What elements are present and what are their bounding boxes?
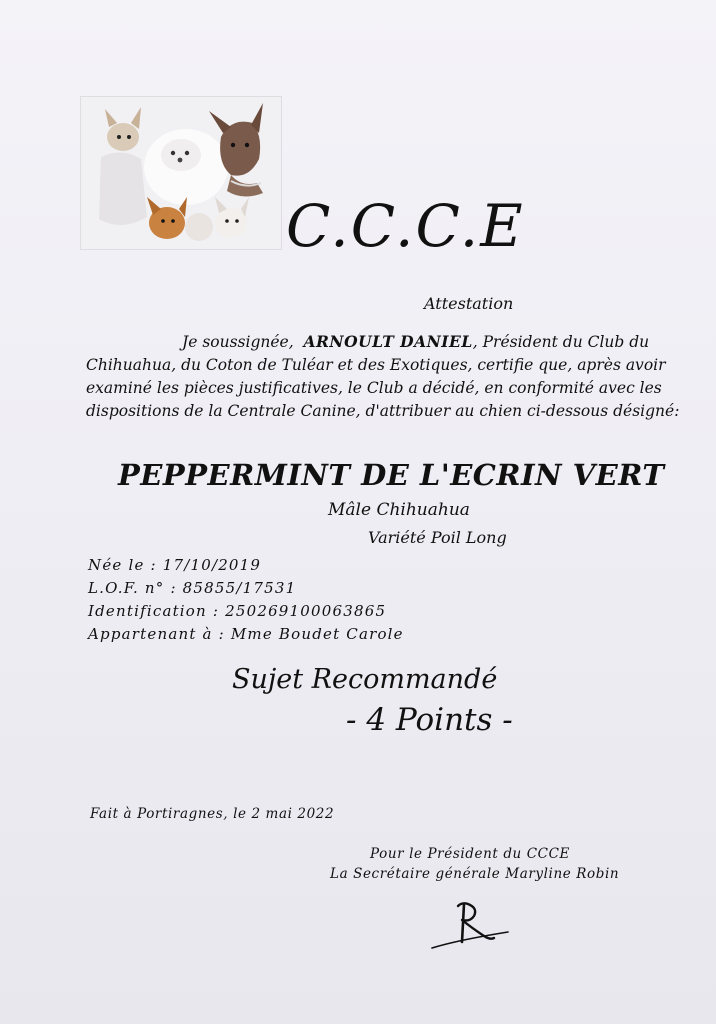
signatory-line-2: La Secrétaire générale Maryline Robin — [330, 866, 620, 882]
owner: Appartenant à : Mme Boudet Carole — [88, 625, 404, 643]
president-name: ARNOULT DANIEL — [303, 332, 473, 351]
dog-variety: Variété Poil Long — [368, 528, 507, 547]
award-title: Sujet Recommandé — [232, 664, 498, 695]
paragraph-line-2: Chihuahua, du Coton de Tuléar et des Exotiques, certifie que, après avoir — [86, 356, 666, 374]
dog-details — [88, 554, 404, 646]
paragraph-intro-text: Je soussignée, — [182, 333, 294, 351]
birth-date: Née le : 17/10/2019 — [88, 556, 262, 574]
place-date: Fait à Portiragnes, le 2 mai 2022 — [90, 806, 335, 822]
certification-paragraph — [86, 330, 680, 423]
signatory-line-1: Pour le Président du CCCE — [370, 846, 570, 862]
dog-sex-breed: Mâle Chihuahua — [328, 500, 470, 520]
dogs-collage-image — [80, 96, 282, 250]
dog-name: PEPPERMINT DE L'ECRIN VERT — [118, 458, 665, 492]
lof-number: L.O.F. n° : 85855/17531 — [88, 579, 297, 597]
signature-image — [428, 898, 512, 954]
award-points: - 4 Points - — [346, 702, 513, 738]
paragraph-line-4: dispositions de la Centrale Canine, d'attribuer au chien ci-dessous désigné: — [86, 402, 680, 420]
org-title: C.C.C.E — [286, 192, 525, 260]
paragraph-line-1 — [86, 330, 650, 354]
paragraph-president-title: , Président du Club du — [472, 333, 650, 351]
paragraph-line-3: examiné les pièces justificatives, le Club a décidé, en conformité avec les — [86, 379, 662, 397]
identification-number: Identification : 250269100063865 — [88, 602, 387, 620]
document-heading: Attestation — [424, 294, 514, 313]
